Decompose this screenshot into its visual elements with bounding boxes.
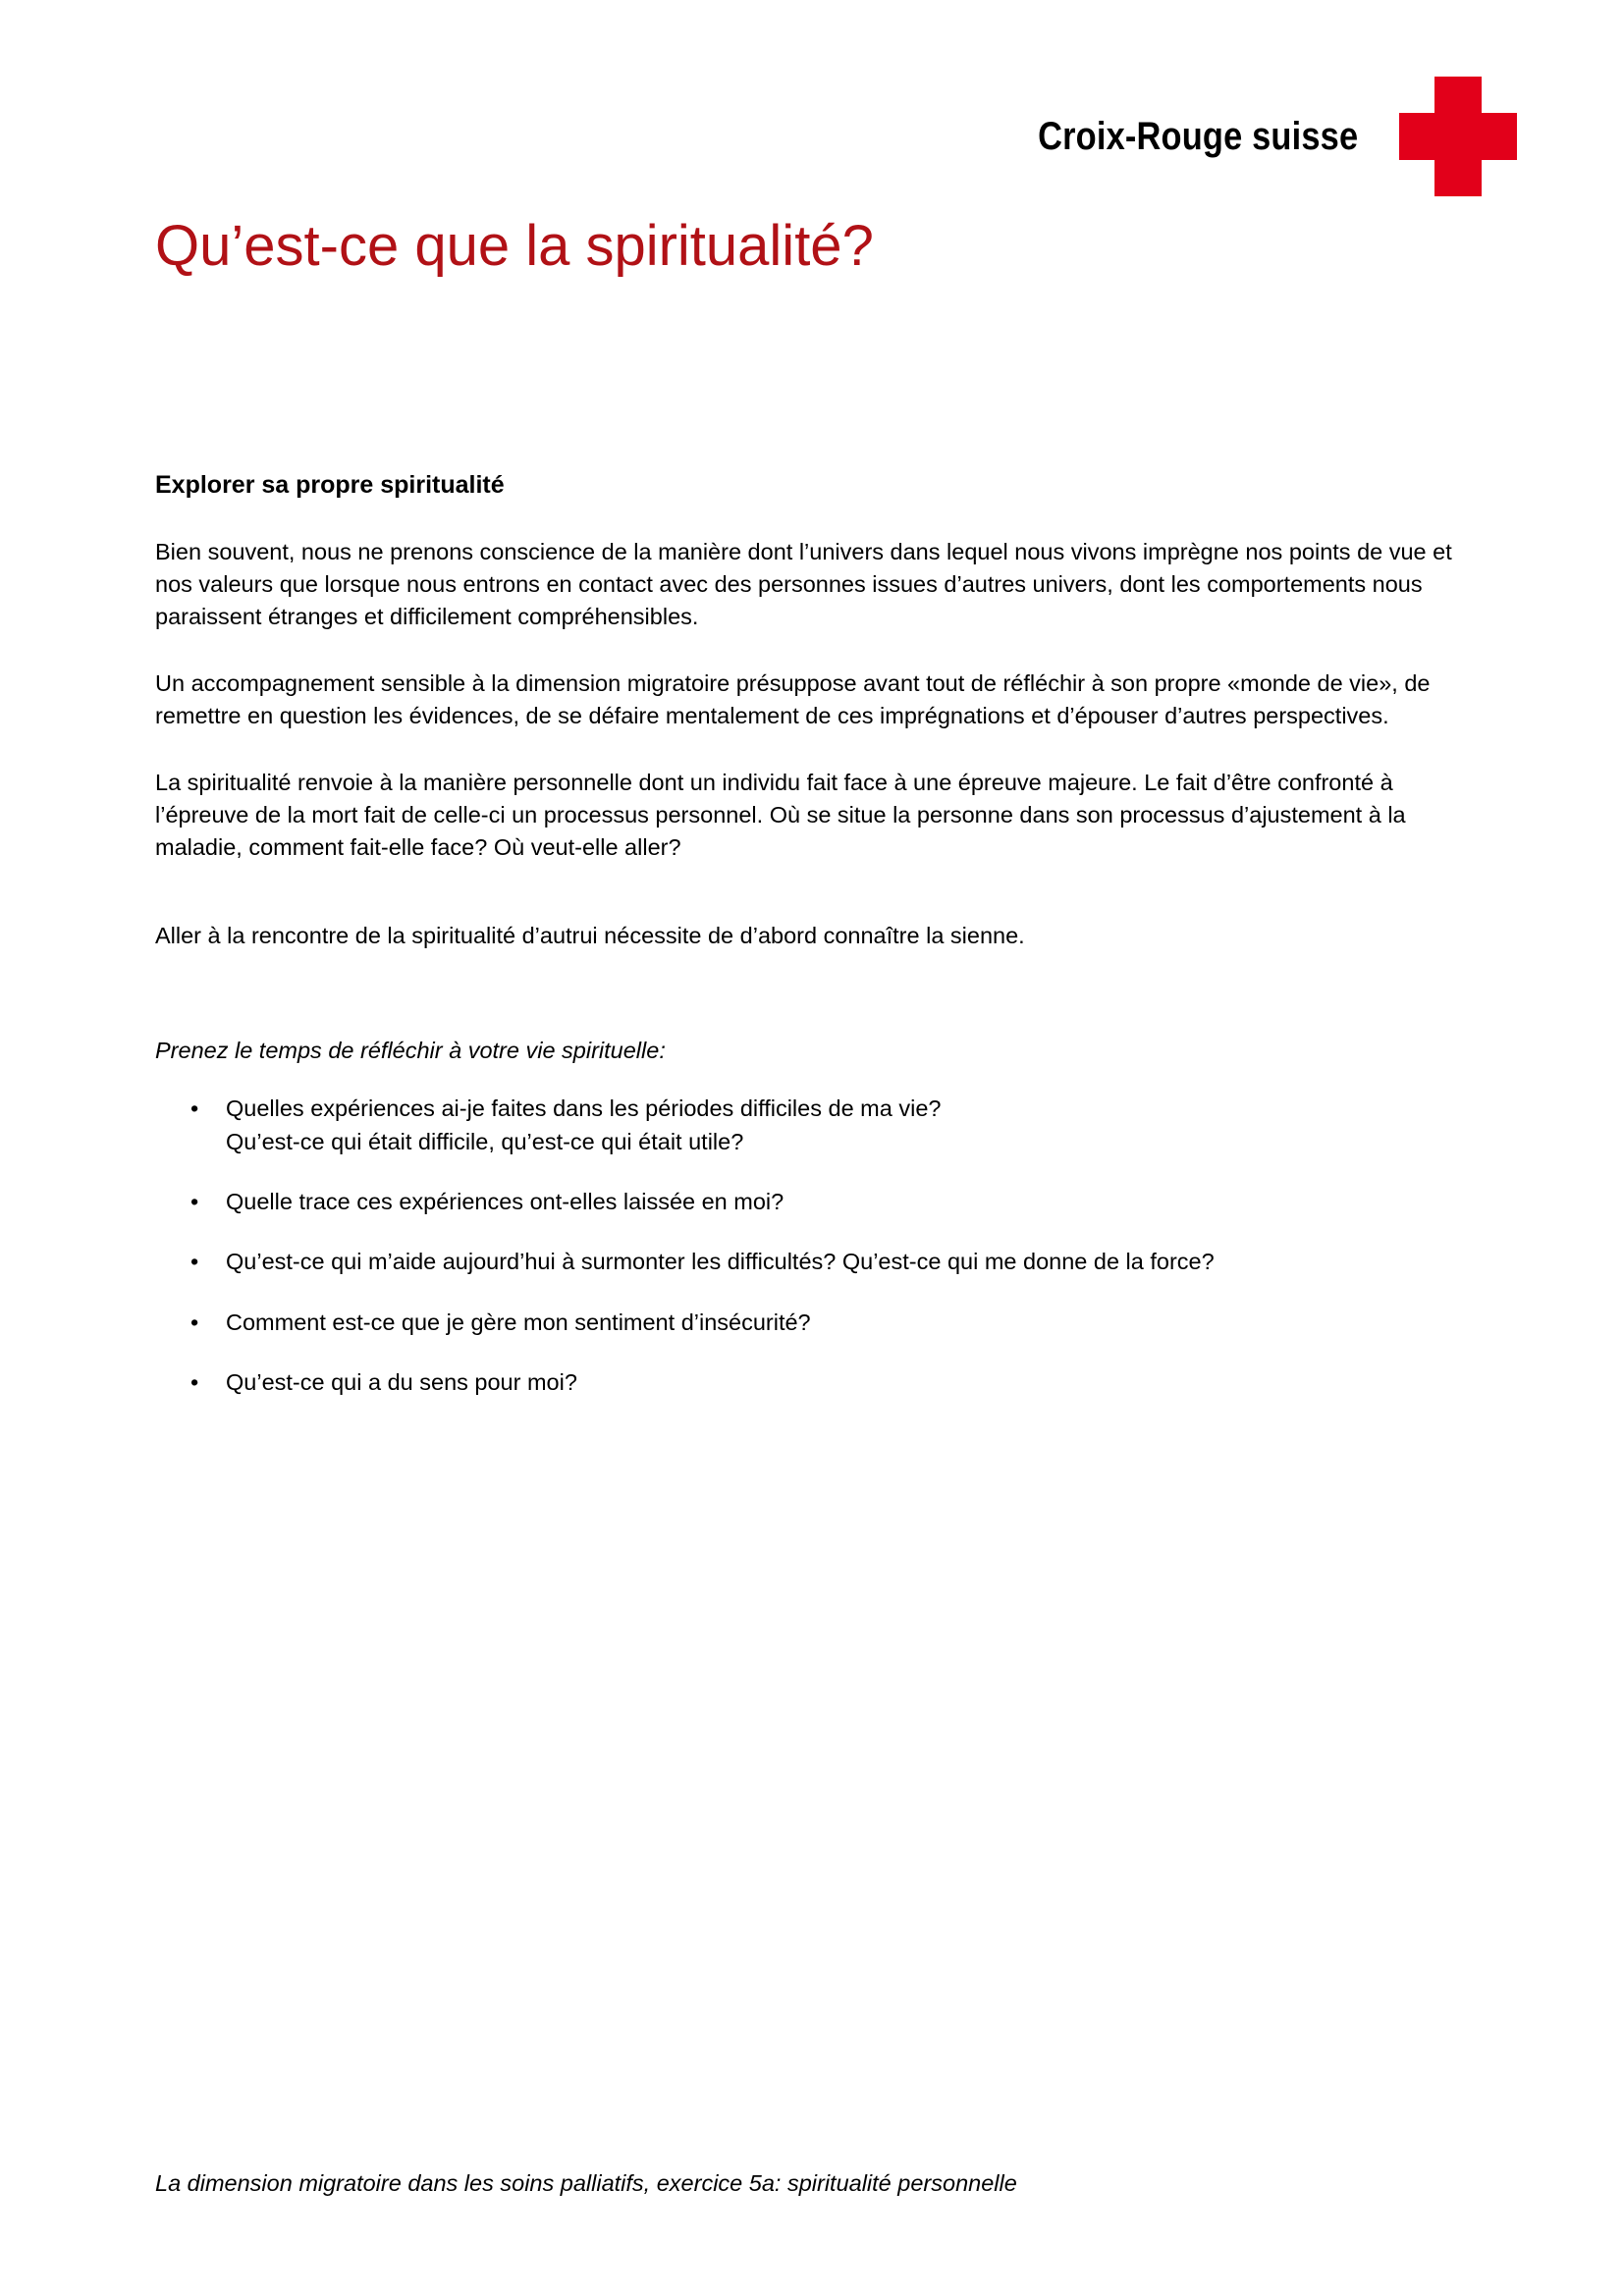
bullet-icon: • bbox=[190, 1095, 199, 1122]
document-footer: La dimension migratoire dans les soins palliatifs, exercice 5a: spiritualité personnelle bbox=[155, 2170, 1017, 2196]
bullet-icon: • bbox=[190, 1369, 199, 1396]
list-item-line: Comment est-ce que je gère mon sentiment d’insécurité? bbox=[226, 1308, 811, 1335]
list-item-line: Qu’est-ce qui a du sens pour moi? bbox=[226, 1369, 577, 1396]
document-body bbox=[155, 469, 1476, 1400]
page-title: Qu’est-ce que la spiritualité? bbox=[155, 214, 874, 278]
bullet-icon: • bbox=[190, 1249, 199, 1275]
list-item-line: Quelle trace ces expériences ont-elles laissée en moi? bbox=[226, 1189, 784, 1215]
list-item bbox=[190, 1246, 1476, 1278]
body-paragraph-3: La spiritualité renvoie à la manière personnelle dont un individu fait face à une épreuve majeure. Le fait d’être confronté à l’épreuve de la mort fait de celle-ci un processus personnel. Où se situe la personne dans son processus d’ajustement à la maladie, comment fait-elle face? Où veut-elle aller? bbox=[155, 769, 1406, 861]
list-item bbox=[190, 1366, 1476, 1399]
bullet-icon: • bbox=[190, 1308, 199, 1335]
body-paragraph-4: Aller à la rencontre de la spiritualité d’autrui nécessite de d’abord connaître la sienne. bbox=[155, 922, 1025, 948]
list-item bbox=[190, 1307, 1476, 1339]
red-cross-icon bbox=[1399, 77, 1517, 196]
list-item bbox=[190, 1093, 1476, 1158]
list-item bbox=[190, 1186, 1476, 1218]
list-item-line: Qu’est-ce qui m’aide aujourd’hui à surmonter les difficultés? Qu’est-ce qui me donne de la force? bbox=[226, 1249, 1215, 1275]
section-heading: Explorer sa propre spiritualité bbox=[155, 471, 505, 499]
body-paragraph-1: Bien souvent, nous ne prenons conscience de la manière dont l’univers dans lequel nous vivons imprègne nos points de vue et nos valeurs que lorsque nous entrons en contact avec des personnes issues d’autres univers, dont les comportements nous paraissent étranges et difficilement compréhensibles. bbox=[155, 538, 1452, 630]
bullet-icon: • bbox=[190, 1189, 199, 1215]
brand-logo bbox=[986, 77, 1517, 196]
body-paragraph-2: Un accompagnement sensible à la dimension migratoire présuppose avant tout de réfléchir à son propre «monde de vie», de remettre en question les évidences, de se défaire mentalement de ces imprégnations et d’épouser d’autres perspectives. bbox=[155, 669, 1431, 729]
reflection-question-list bbox=[155, 1093, 1476, 1399]
list-item-line: Quelles expériences ai-je faites dans les périodes difficiles de ma vie? bbox=[226, 1095, 942, 1122]
red-cross-horizontal-bar bbox=[1399, 113, 1517, 160]
list-item-line: Qu’est-ce qui était difficile, qu’est-ce qui était utile? bbox=[226, 1128, 744, 1154]
reflection-prompt: Prenez le temps de réfléchir à votre vie spirituelle: bbox=[155, 1037, 666, 1063]
logo-wordmark: Croix-Rouge suisse bbox=[1037, 114, 1358, 158]
